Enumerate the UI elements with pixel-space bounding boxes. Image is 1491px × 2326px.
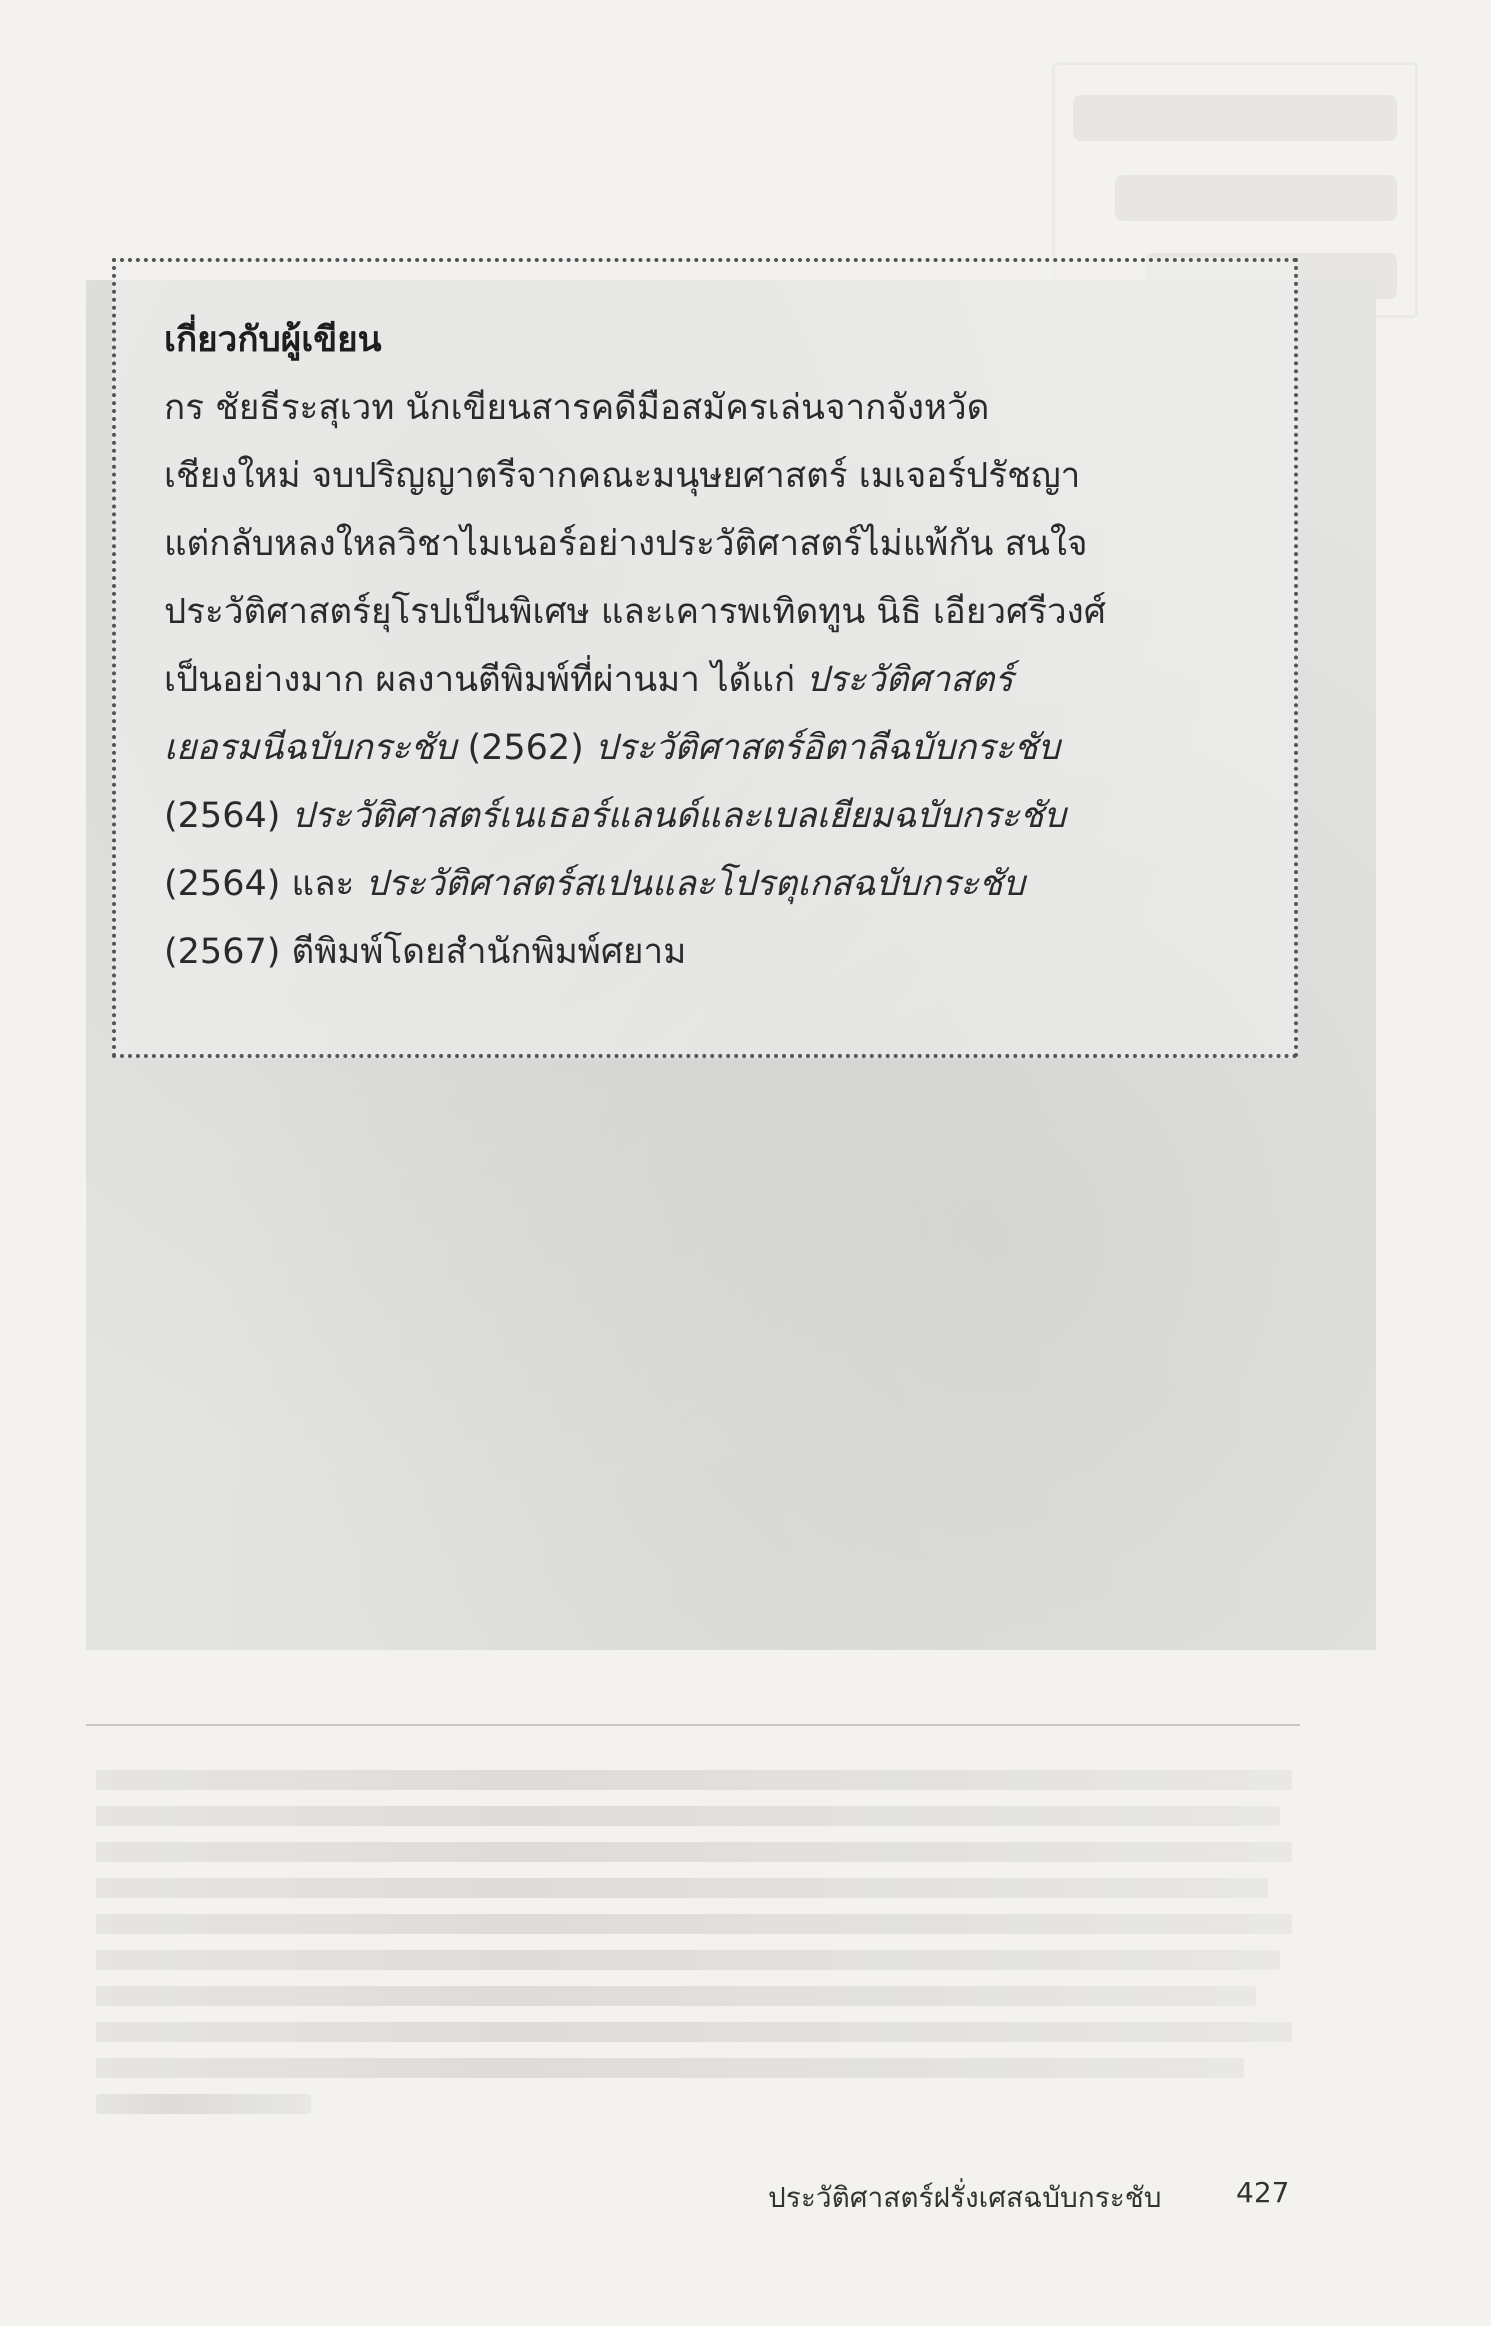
- show-through-line: [96, 1770, 1292, 1790]
- book-title: ประวัติศาสตร์เนเธอร์แลนด์และเบลเยียมฉบับกระชับ: [291, 796, 1066, 836]
- about-author-box: [112, 258, 1298, 1058]
- book-title: ประวัติศาสตร์อิตาลีฉบับกระชับ: [594, 728, 1060, 768]
- show-through-stamp-bar: [1115, 175, 1397, 221]
- page-number: 427: [1236, 2176, 1290, 2209]
- author-text-line: [164, 448, 1264, 503]
- show-through-line: [96, 1986, 1256, 2006]
- show-through-line: [96, 1914, 1292, 1934]
- author-text-line: [164, 380, 1264, 435]
- show-through-line: [96, 2022, 1292, 2042]
- show-through-line: [96, 2058, 1244, 2078]
- author-text-line: [164, 584, 1264, 639]
- text-run: แต่กลับหลงใหลวิชาไมเนอร์อย่างประวัติศาสตร์ไม่แพ้กัน สนใจ: [164, 524, 1088, 564]
- running-title: ประวัติศาสตร์ฝรั่งเศสฉบับกระชับ: [768, 2181, 1162, 2214]
- show-through-text: [96, 1770, 1292, 2130]
- book-title: ประวัติศาสตร์: [806, 660, 1014, 700]
- author-text-line: [164, 720, 1264, 775]
- about-author-heading: เกี่ยวกับผู้เขียน: [164, 320, 382, 360]
- author-text-line: [164, 788, 1264, 843]
- book-title: ประวัติศาสตร์สเปนและโปรตุเกสฉบับกระชับ: [365, 864, 1025, 904]
- show-through-line: [96, 2094, 311, 2114]
- show-through-stamp-bar: [1073, 95, 1397, 141]
- text-run: เชียงใหม่ จบปริญญาตรีจากคณะมนุษยศาสตร์ เมเจอร์ปรัชญา: [164, 456, 1081, 496]
- text-run: (2562): [456, 728, 595, 768]
- text-run: เป็นอย่างมาก ผลงานตีพิมพ์ที่ผ่านมา ได้แก่: [164, 660, 807, 700]
- show-through-line: [96, 1806, 1280, 1826]
- show-through-line: [96, 1950, 1280, 1970]
- author-text-line: [164, 856, 1264, 911]
- text-run: ประวัติศาสตร์ยุโรปเป็นพิเศษ และเคารพเทิดทูน นิธิ เอียวศรีวงศ์: [164, 592, 1106, 632]
- text-run: (2567) ตีพิมพ์โดยสำนักพิมพ์ศยาม: [164, 932, 687, 972]
- show-through-line: [96, 1842, 1292, 1862]
- author-text-line: [164, 652, 1264, 707]
- show-through-line: [96, 1878, 1268, 1898]
- book-title: เยอรมนีฉบับกระชับ: [164, 728, 457, 768]
- text-run: กร ชัยธีระสุเวท นักเขียนสารคดีมือสมัครเล่นจากจังหวัด: [164, 388, 990, 428]
- text-run: (2564): [164, 796, 292, 836]
- author-text-line: [164, 516, 1264, 571]
- section-divider: [86, 1724, 1300, 1726]
- author-text-line: [164, 924, 1264, 979]
- text-run: (2564) และ: [164, 864, 366, 904]
